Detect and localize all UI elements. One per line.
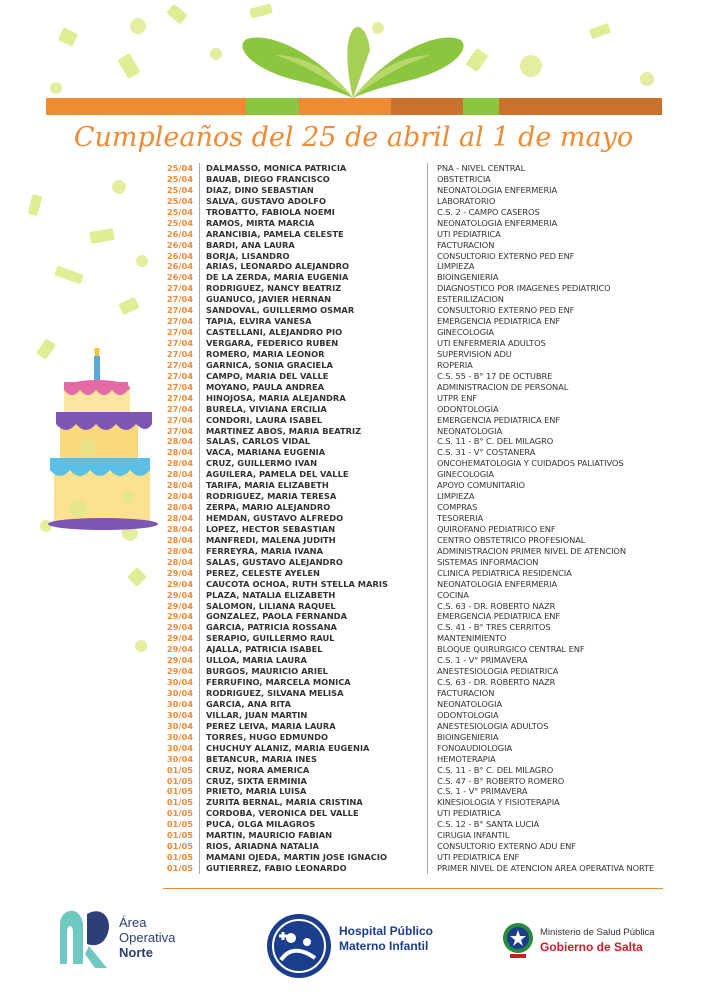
employee-name: GONZALEZ, PAOLA FERNANDA <box>199 611 427 622</box>
area-operativa-emblem-icon <box>55 904 115 970</box>
table-row <box>160 458 670 469</box>
hospital-emblem-icon <box>265 912 333 980</box>
department: CONSULTORIO EXTERNO PED ENF <box>427 305 667 316</box>
department: LIMPIEZA <box>427 261 667 272</box>
table-row <box>160 371 670 382</box>
department: GINECOLOGIA <box>427 327 667 338</box>
table-row <box>160 469 670 480</box>
table-row <box>160 535 670 546</box>
department: MANTENIMIENTO <box>427 633 667 644</box>
department: APOYO COMUNITARIO <box>427 480 667 491</box>
department: FACTURACION <box>427 240 667 251</box>
birthday-date: 25/04 <box>166 206 193 217</box>
table-row <box>160 776 670 787</box>
table-row <box>160 163 670 174</box>
birthday-date: 30/04 <box>166 688 193 698</box>
department: KINESIOLOGIA Y FISIOTERAPIA <box>427 797 667 808</box>
table-row <box>160 229 670 240</box>
employee-name: GARCIA, ANA RITA <box>199 699 427 710</box>
department: C.S. 2 - CAMPO CASEROS <box>427 207 667 218</box>
table-row <box>160 305 670 316</box>
department: ODONTOLOGIA <box>427 710 667 721</box>
department: NEONATOLOGIA ENFERMERIA <box>427 579 667 590</box>
employee-name: SANDOVAL, GUILLERMO OSMAR <box>199 305 427 316</box>
table-row <box>160 360 670 371</box>
birthday-date: 28/04 <box>166 458 193 469</box>
birthday-date: 01/05 <box>166 797 193 808</box>
department: ESTERILIZACION <box>427 294 667 305</box>
employee-name: MAMANI OJEDA, MARTIN JOSE IGNACIO <box>199 852 427 863</box>
department: ONCOHEMATOLOGIA Y CUIDADOS PALIATIVOS <box>427 458 667 469</box>
gift-bow-icon <box>235 10 475 105</box>
table-row <box>160 590 670 601</box>
birthday-date: 27/04 <box>166 283 193 294</box>
birthday-date: 26/04 <box>166 228 193 239</box>
employee-name: BURELA, VIVIANA ERCILIA <box>199 404 427 415</box>
birthday-date: 29/04 <box>166 578 193 589</box>
cake-icon <box>48 348 158 878</box>
birthday-date: 30/04 <box>166 742 193 753</box>
table-row <box>160 841 670 852</box>
birthday-date: 01/05 <box>166 808 193 819</box>
department: ODONTOLOGIA <box>427 404 667 415</box>
birthday-date: 25/04 <box>166 173 193 184</box>
table-row <box>160 513 670 524</box>
birthday-date: 27/04 <box>166 348 193 359</box>
birthday-date: 30/04 <box>166 677 193 688</box>
birthday-date: 28/04 <box>166 502 193 513</box>
birthday-date: 27/04 <box>166 414 193 425</box>
birthday-date: 28/04 <box>166 545 193 556</box>
department: BIOINGENIERIA <box>427 732 667 743</box>
table-row <box>160 808 670 819</box>
department: OBSTETRICIA <box>427 174 667 185</box>
birthday-date: 29/04 <box>166 600 193 611</box>
birthday-date: 29/04 <box>166 655 193 666</box>
department: NEONATOLOGIA <box>427 699 667 710</box>
birthday-date: 25/04 <box>166 184 193 195</box>
employee-name: RODRIGUEZ, NANCY BEATRIZ <box>199 283 427 294</box>
department: CONSULTORIO EXTERNO PED ENF <box>427 251 667 262</box>
birthday-date: 25/04 <box>166 195 193 206</box>
area-line2: Operativa <box>119 930 176 945</box>
table-row <box>160 611 670 622</box>
employee-name: MOYANO, PAULA ANDREA <box>199 382 427 393</box>
employee-name: CAMPO, MARIA DEL VALLE <box>199 371 427 382</box>
table-row <box>160 819 670 830</box>
employee-name: CASTELLANI, ALEJANDRO PIO <box>199 327 427 338</box>
table-row <box>160 863 670 874</box>
department: COCINA <box>427 590 667 601</box>
birthday-date: 25/04 <box>166 217 193 228</box>
table-row <box>160 721 670 732</box>
department: C.S. 1 - V° PRIMAVERA <box>427 655 667 666</box>
table-row <box>160 546 670 557</box>
department: C.S. 55 - B° 17 DE OCTUBRE <box>427 371 667 382</box>
employee-name: CONDORI, LAURA ISABEL <box>199 415 427 426</box>
birthday-date: 27/04 <box>166 338 193 348</box>
department: UTI PEDIATRICA <box>427 808 667 819</box>
birthday-date: 29/04 <box>166 633 193 644</box>
department: ANESTESIOLOGIA PEDIATRICA <box>427 666 667 677</box>
area-operativa-logo <box>55 904 225 970</box>
table-row <box>160 677 670 688</box>
employee-name: PEREZ, CELESTE AYELEN <box>199 568 427 579</box>
table-row <box>160 349 670 360</box>
birthday-date: 27/04 <box>166 370 193 381</box>
birthday-date: 29/04 <box>166 644 193 655</box>
employee-name: VILLAR, JUAN MARTIN <box>199 710 427 721</box>
employee-name: ARIAS, LEONARDO ALEJANDRO <box>199 261 427 272</box>
employee-name: TARIFA, MARIA ELIZABETH <box>199 480 427 491</box>
employee-name: TORRES, HUGO EDMUNDO <box>199 732 427 743</box>
hospital-logo <box>265 912 455 978</box>
birthday-date: 29/04 <box>166 567 193 578</box>
birthday-date: 28/04 <box>166 447 193 458</box>
table-row <box>160 601 670 612</box>
employee-name: BURGOS, MAURICIO ARIEL <box>199 666 427 677</box>
employee-name: AJALLA, PATRICIA ISABEL <box>199 644 427 655</box>
department: FONOAUDIOLOGIA <box>427 743 667 754</box>
area-line1: Área <box>119 915 147 930</box>
birthday-date: 26/04 <box>166 261 193 272</box>
table-row <box>160 251 670 262</box>
table-row <box>160 524 670 535</box>
employee-name: DIAZ, DINO SEBASTIAN <box>199 185 427 196</box>
table-row <box>160 261 670 272</box>
birthday-date: 01/05 <box>166 786 193 797</box>
table-row <box>160 765 670 776</box>
department: UTI PEDIATRICA <box>427 229 667 240</box>
table-row <box>160 196 670 207</box>
department: PNA - NIVEL CENTRAL <box>427 163 667 174</box>
table-row <box>160 688 670 699</box>
department: C.S. 11 - B° C. DEL MILAGRO <box>427 436 667 447</box>
birthday-date: 30/04 <box>166 720 193 731</box>
table-row <box>160 393 670 404</box>
department: ROPERIA <box>427 360 667 371</box>
department: COMPRAS <box>427 502 667 513</box>
table-row <box>160 666 670 677</box>
employee-name: FERREYRA, MARIA IVANA <box>199 546 427 557</box>
employee-name: HEMDAN, GUSTAVO ALFREDO <box>199 513 427 524</box>
department: NEONATOLOGIA ENFERMERIA <box>427 218 667 229</box>
hospital-line1: Hospital Público <box>339 924 434 938</box>
table-row <box>160 754 670 765</box>
employee-name: PRIETO, MARIA LUISA <box>199 786 427 797</box>
table-row <box>160 272 670 283</box>
table-row <box>160 710 670 721</box>
employee-name: SERAPIO, GUILLERMO RAUL <box>199 633 427 644</box>
footer-divider <box>163 888 663 889</box>
department: BLOQUE QUIRURGICO CENTRAL ENF <box>427 644 667 655</box>
employee-name: ROMERO, MARIA LEONOR <box>199 349 427 360</box>
birthday-date: 27/04 <box>166 294 193 305</box>
department: C.S. 41 - B° TRES CERRITOS <box>427 622 667 633</box>
table-row <box>160 294 670 305</box>
department: NEONATOLOGIA ENFERMERIA <box>427 185 667 196</box>
department: SUPERVISION ADU <box>427 349 667 360</box>
employee-name: ARANCIBIA, PAMELA CELESTE <box>199 229 427 240</box>
table-row <box>160 743 670 754</box>
table-row <box>160 436 670 447</box>
department: UTI ENFERMERIA ADULTOS <box>427 338 667 349</box>
birthday-date: 01/05 <box>166 764 193 775</box>
table-row <box>160 655 670 666</box>
department: EMERGENCIA PEDIATRICA ENF <box>427 611 667 622</box>
birthday-date: 28/04 <box>166 523 193 534</box>
birthday-table <box>160 163 670 874</box>
department: ANESTESIOLOGIA ADULTOS <box>427 721 667 732</box>
birthday-date: 25/04 <box>166 163 193 173</box>
employee-name: PUCA, OLGA MILAGROS <box>199 819 427 830</box>
birthday-date: 27/04 <box>166 327 193 338</box>
employee-name: VACA, MARIANA EUGENIA <box>199 447 427 458</box>
table-row <box>160 786 670 797</box>
birthday-date: 30/04 <box>166 731 193 742</box>
birthday-date: 28/04 <box>166 436 193 447</box>
department: C.S. 31 - V° COSTANERA <box>427 447 667 458</box>
table-row <box>160 644 670 655</box>
employee-name: ZURITA BERNAL, MARIA CRISTINA <box>199 797 427 808</box>
employee-name: TROBATTO, FABIOLA NOEMI <box>199 207 427 218</box>
birthday-date: 27/04 <box>166 392 193 403</box>
department: CIRUGIA INFANTIL <box>427 830 667 841</box>
department: EMERGENCIA PEDIATRICA ENF <box>427 316 667 327</box>
table-row <box>160 699 670 710</box>
employee-name: CORDOBA, VERONICA DEL VALLE <box>199 808 427 819</box>
employee-name: BORJA, LISANDRO <box>199 251 427 262</box>
table-row <box>160 502 670 513</box>
employee-name: RODRIGUEZ, SILVANA MELISA <box>199 688 427 699</box>
department: FACTURACION <box>427 688 667 699</box>
department: UTI PEDIATRICA ENF <box>427 852 667 863</box>
coat-of-arms-icon <box>500 918 536 962</box>
birthday-date: 30/04 <box>166 698 193 709</box>
employee-name: CHUCHUY ALANIZ, MARIA EUGENIA <box>199 743 427 754</box>
birthday-date: 27/04 <box>166 425 193 436</box>
employee-name: BAUAB, DIEGO FRANCISCO <box>199 174 427 185</box>
birthday-date: 29/04 <box>166 589 193 600</box>
employee-name: PEREZ LEIVA, MARIA LAURA <box>199 721 427 732</box>
department: UTPR ENF <box>427 393 667 404</box>
birthday-date: 27/04 <box>166 316 193 327</box>
birthday-date: 01/05 <box>166 819 193 830</box>
birthday-date: 28/04 <box>166 469 193 480</box>
employee-name: DALMASSO, MONICA PATRICIA <box>199 163 427 174</box>
department: CLINICA PEDIATRICA RESIDENCIA <box>427 568 667 579</box>
birthday-date: 01/05 <box>166 775 193 786</box>
department: C.S. 11 - B° C. DEL MILAGRO <box>427 765 667 776</box>
table-row <box>160 426 670 437</box>
birthday-date: 27/04 <box>166 381 193 392</box>
area-line3: Norte <box>119 945 153 960</box>
department: LABORATORIO <box>427 196 667 207</box>
employee-name: GARCIA, PATRICIA ROSSANA <box>199 622 427 633</box>
employee-name: PLAZA, NATALIA ELIZABETH <box>199 590 427 601</box>
department: QUIROFANO PEDIATRICO ENF <box>427 524 667 535</box>
department: C.S. 1 - V° PRIMAVERA <box>427 786 667 797</box>
table-row <box>160 283 670 294</box>
birthday-date: 27/04 <box>166 403 193 414</box>
table-row <box>160 218 670 229</box>
birthday-date: 26/04 <box>166 272 193 283</box>
birthday-date: 28/04 <box>166 556 193 567</box>
birthday-date: 01/05 <box>166 852 193 863</box>
employee-name: HINOJOSA, MARIA ALEJANDRA <box>199 393 427 404</box>
department: CENTRO OBSTETRICO PROFESIONAL <box>427 535 667 546</box>
employee-name: MARTINEZ ABOS, MARIA BEATRIZ <box>199 426 427 437</box>
table-row <box>160 327 670 338</box>
birthday-date: 28/04 <box>166 480 193 491</box>
table-row <box>160 797 670 808</box>
employee-name: CRUZ, GUILLERMO IVAN <box>199 458 427 469</box>
birthday-date: 26/04 <box>166 250 193 261</box>
employee-name: CAUCOTA OCHOA, RUTH STELLA MARIS <box>199 579 427 590</box>
employee-name: TAPIA, ELVIRA VANESA <box>199 316 427 327</box>
table-row <box>160 557 670 568</box>
department: GINECOLOGIA <box>427 469 667 480</box>
employee-name: MANFREDI, MALENA JUDITH <box>199 535 427 546</box>
employee-name: GUTIERREZ, FABIO LEONARDO <box>199 863 427 874</box>
department: LIMPIEZA <box>427 491 667 502</box>
department: NEONATOLOGIA <box>427 426 667 437</box>
birthday-date: 28/04 <box>166 534 193 545</box>
department: SISTEMAS INFORMACION <box>427 557 667 568</box>
birthday-date: 28/04 <box>166 491 193 502</box>
table-row <box>160 404 670 415</box>
table-row <box>160 338 670 349</box>
department: ADMINISTRACION PRIMER NIVEL DE ATENCION <box>427 546 667 557</box>
birthday-date: 30/04 <box>166 709 193 720</box>
birthday-date: 01/05 <box>166 841 193 852</box>
table-row <box>160 174 670 185</box>
birthday-date: 30/04 <box>166 753 193 764</box>
birthday-date: 27/04 <box>166 359 193 370</box>
employee-name: ULLOA, MARIA LAURA <box>199 655 427 666</box>
table-row <box>160 447 670 458</box>
department: HEMOTERAPIA <box>427 754 667 765</box>
department: TESORERIA <box>427 513 667 524</box>
birthday-date: 01/05 <box>166 863 193 873</box>
employee-name: MARTIN, MAURICIO FABIAN <box>199 830 427 841</box>
department: EMERGENCIA PEDIATRICA ENF <box>427 415 667 426</box>
gobierno-line1: Ministerio de Salud Pública <box>540 927 655 938</box>
employee-name: SALAS, CARLOS VIDAL <box>199 436 427 447</box>
table-row <box>160 480 670 491</box>
employee-name: ZERPA, MARIO ALEJANDRO <box>199 502 427 513</box>
birthday-date: 26/04 <box>166 239 193 250</box>
hospital-line2: Materno Infantil <box>339 939 429 953</box>
department: BIOINGENIERIA <box>427 272 667 283</box>
table-row <box>160 185 670 196</box>
employee-name: VERGARA, FEDERICO RUBEN <box>199 338 427 349</box>
birthday-date: 28/04 <box>166 513 193 523</box>
department: C.S. 47 - B° ROBERTO ROMERO <box>427 776 667 787</box>
table-row <box>160 579 670 590</box>
birthday-date: 29/04 <box>166 666 193 677</box>
employee-name: SALOMON, LILIANA RAQUEL <box>199 601 427 612</box>
table-row <box>160 491 670 502</box>
employee-name: FERRUFINO, MARCELA MONICA <box>199 677 427 688</box>
table-row <box>160 732 670 743</box>
department: C.S. 12 - B° SANTA LUCIA <box>427 819 667 830</box>
employee-name: DE LA ZERDA, MARIA EUGENIA <box>199 272 427 283</box>
ribbon-band <box>46 98 662 115</box>
employee-name: SALAS, GUSTAVO ALEJANDRO <box>199 557 427 568</box>
gobierno-line2: Gobierno de Salta <box>540 940 643 954</box>
table-row <box>160 316 670 327</box>
employee-name: BETANCUR, MARIA INES <box>199 754 427 765</box>
employee-name: CRUZ, SIXTA ERMINIA <box>199 776 427 787</box>
employee-name: RAMOS, MIRTA MARCIA <box>199 218 427 229</box>
employee-name: GUANUCO, JAVIER HERNAN <box>199 294 427 305</box>
department: CONSULTORIO EXTERNO ADU ENF <box>427 841 667 852</box>
employee-name: LOPEZ, HECTOR SEBASTIAN <box>199 524 427 535</box>
employee-name: BARDI, ANA LAURA <box>199 240 427 251</box>
table-row <box>160 830 670 841</box>
table-row <box>160 568 670 579</box>
page-title: Cumpleaños del 25 de abril al 1 de mayo <box>73 122 634 153</box>
department: PRIMER NIVEL DE ATENCION AREA OPERATIVA NORTE <box>427 863 667 874</box>
birthday-date: 27/04 <box>166 305 193 316</box>
employee-name: CRUZ, NORA AMERICA <box>199 765 427 776</box>
table-row <box>160 852 670 863</box>
gobierno-logo <box>500 918 680 978</box>
table-row <box>160 382 670 393</box>
table-row <box>160 240 670 251</box>
table-row <box>160 415 670 426</box>
department: C.S. 63 - DR. ROBERTO NAZR <box>427 601 667 612</box>
table-row <box>160 622 670 633</box>
birthday-date: 01/05 <box>166 830 193 841</box>
table-row <box>160 633 670 644</box>
employee-name: RODRIGUEZ, MARIA TERESA <box>199 491 427 502</box>
department: C.S. 63 - DR. ROBERTO NAZR <box>427 677 667 688</box>
employee-name: GARNICA, SONIA GRACIELA <box>199 360 427 371</box>
department: DIAGNOSTICO POR IMAGENES PEDIATRICO <box>427 283 667 294</box>
department: ADMINISTRACION DE PERSONAL <box>427 382 667 393</box>
birthday-date: 29/04 <box>166 611 193 622</box>
employee-name: RIOS, ARIADNA NATALIA <box>199 841 427 852</box>
table-row <box>160 207 670 218</box>
employee-name: SALVA, GUSTAVO ADOLFO <box>199 196 427 207</box>
employee-name: AGUILERA, PAMELA DEL VALLE <box>199 469 427 480</box>
birthday-date: 29/04 <box>166 622 193 633</box>
